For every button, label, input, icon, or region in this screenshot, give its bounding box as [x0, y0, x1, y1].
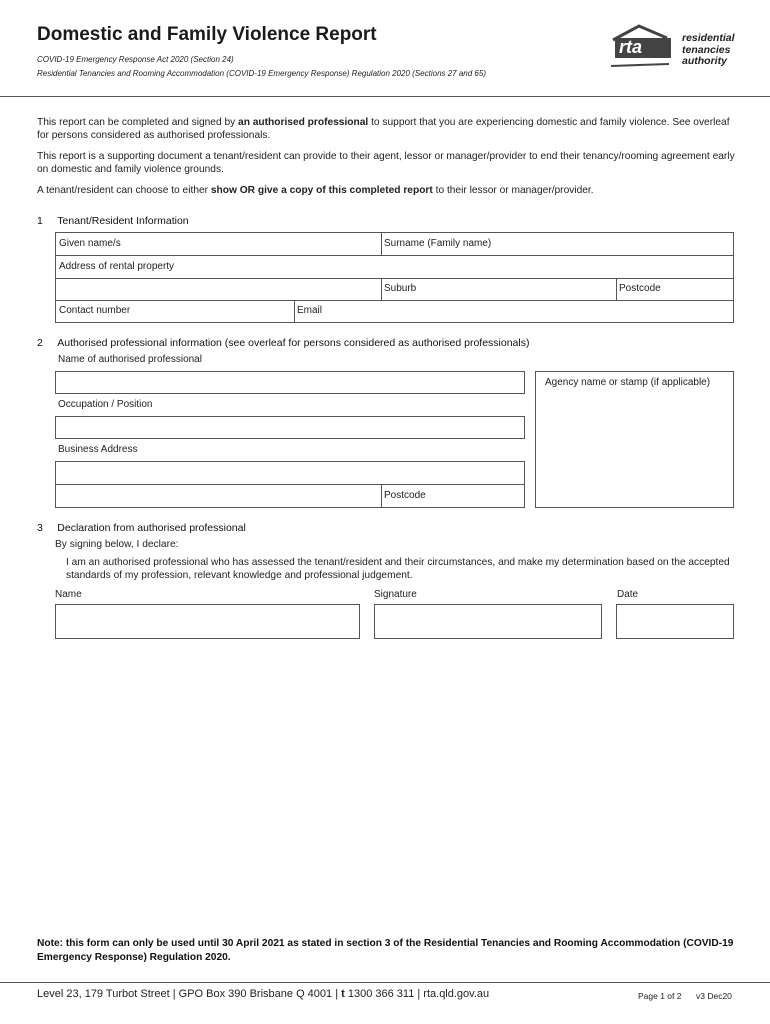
email-field[interactable]: Email [297, 305, 323, 316]
business-address-label: Business Address [58, 444, 138, 455]
agency-label: Agency name or stamp (if applicable) [545, 377, 711, 388]
date-input[interactable] [616, 604, 734, 639]
rental-address-field[interactable]: Address of rental property [59, 261, 175, 272]
given-name-field[interactable]: Given name/s [59, 238, 121, 249]
footer-contact: Level 23, 179 Turbot Street | GPO Box 390 Brisbane Q 4001 | t 1300 366 311 | rta.qld.gov.au [37, 988, 490, 1000]
tenant-info-table [55, 232, 734, 323]
section-2-heading: 2 Authorised professional information (see overleaf for persons considered as authorised professionals) [37, 337, 530, 349]
authorised-name-input[interactable] [55, 371, 525, 394]
header-divider [0, 96, 770, 97]
signature-input[interactable] [374, 604, 602, 639]
act-reference: COVID-19 Emergency Response Act 2020 (Section 24) [37, 55, 234, 64]
regulation-reference: Residential Tenancies and Rooming Accommodation (COVID-19 Emergency Response) Regulation 2020 (Sections 27 and 65) [37, 69, 486, 78]
business-postcode-field[interactable]: Postcode [384, 490, 426, 501]
declaration-text: I am an authorised professional who has assessed the tenant/resident and their circumstances, and make my determination based on the accepted standards of my profession, relevant knowledge and professional judgement. [66, 557, 730, 582]
expiry-note: Note: this form can only be used until 30 April 2021 as stated in section 3 of the Residential Tenancies and Rooming Accommodation (COVID-19 Emergency Response) Regulation 2020. [37, 938, 734, 963]
signature-label: Signature [374, 589, 417, 600]
logo-brand-text: residential tenancies authority [682, 32, 735, 67]
occupation-input[interactable] [55, 416, 525, 439]
form-title: Domestic and Family Violence Report [37, 24, 377, 45]
page-number: Page 1 of 2 [638, 991, 682, 1001]
logo-abbrev: rta [619, 37, 643, 57]
occupation-label: Occupation / Position [58, 399, 153, 410]
intro-paragraph-2: This report is a supporting document a tenant/resident can provide to their agent, lessor or manager/provider to end their tenancy/rooming agreement early on domestic and family violence grounds. [37, 151, 735, 176]
intro-paragraph-3: A tenant/resident can choose to either show OR give a copy of this completed report to their lessor or manager/provider. [37, 185, 594, 196]
agency-stamp-box[interactable] [535, 371, 734, 508]
declarant-name-label: Name [55, 589, 82, 600]
authorised-name-label: Name of authorised professional [58, 354, 202, 365]
intro-paragraph-1: This report can be completed and signed by an authorised professional to support that you are experiencing domestic and family violence. See overleaf for persons considered as authorised professionals. [37, 117, 730, 142]
contact-number-field[interactable]: Contact number [59, 305, 131, 316]
version-label: v3 Dec20 [696, 991, 732, 1001]
business-address-input[interactable] [55, 461, 525, 508]
declaration-intro: By signing below, I declare: [55, 539, 179, 550]
declarant-name-input[interactable] [55, 604, 360, 639]
postcode-field[interactable]: Postcode [619, 283, 661, 294]
footer-divider [0, 982, 770, 983]
date-label: Date [617, 589, 639, 600]
section-1-heading: 1 Tenant/Resident Information [37, 215, 189, 227]
section-3-heading: 3 Declaration from authorised professional [37, 522, 246, 534]
suburb-field[interactable]: Suburb [384, 283, 417, 294]
surname-field[interactable]: Surname (Family name) [384, 238, 492, 249]
rta-logo [609, 24, 739, 72]
